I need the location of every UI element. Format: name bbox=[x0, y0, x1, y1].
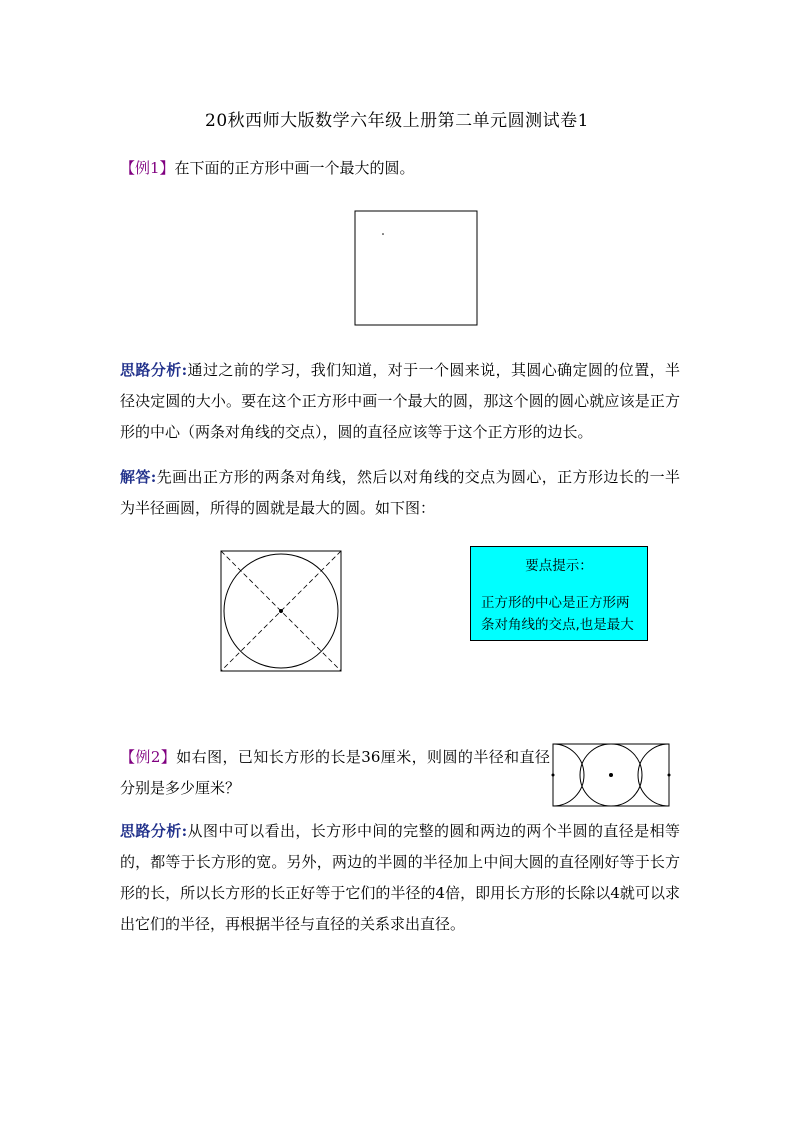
key-tip-box bbox=[470, 546, 648, 641]
tip-title: 要点提示： bbox=[525, 558, 593, 574]
right-semicircle bbox=[638, 744, 669, 806]
example-2 bbox=[120, 742, 550, 804]
answer-1 bbox=[120, 462, 680, 524]
empty-square-diagram bbox=[354, 210, 480, 328]
analysis-1-label: 思路分析: bbox=[120, 361, 188, 379]
analysis-2 bbox=[120, 816, 680, 940]
analysis-1-text: 通过之前的学习，我们知道，对于一个圆来说，其圆心确定圆的位置，半径决定圆的大小。要在这个正方形中画一个最大的圆，那这个圆的圆心就应该是正方形的中心（两条对角线的交点），圆的直径应该等于这个正方形的边长。 bbox=[120, 361, 680, 441]
tip-body: 正方形的中心是正方形两条对角线的交点,也是最大 bbox=[481, 595, 634, 633]
example-1-tag: 【例1】 bbox=[120, 159, 175, 177]
left-semicircle bbox=[553, 744, 584, 806]
analysis-2-label: 思路分析: bbox=[120, 822, 188, 840]
rectangle-circles-diagram bbox=[548, 740, 674, 812]
left-edge-point bbox=[552, 774, 555, 777]
example-1 bbox=[120, 153, 680, 184]
answer-1-label: 解答: bbox=[120, 468, 157, 486]
answer-1-text: 先画出正方形的两条对角线，然后以对角线的交点为圆心，正方形边长的一半为半径画圆，所得的圆就是最大的圆。如下图： bbox=[120, 468, 680, 517]
analysis-1 bbox=[120, 355, 680, 448]
right-edge-point bbox=[668, 774, 671, 777]
center-point bbox=[279, 609, 283, 613]
square-dot bbox=[382, 233, 384, 235]
example-2-tag: 【例2】 bbox=[120, 748, 177, 766]
example-2-text: 如右图，已知长方形的长是36厘米，则圆的半径和直径分别是多少厘米？ bbox=[120, 748, 551, 797]
analysis-2-text: 从图中可以看出，长方形中间的完整的圆和两边的两个半圆的直径是相等的，都等于长方形的宽。另外，两边的半圆的半径加上中间大圆的直径刚好等于长方形的长，所以长方形的长正好等于它们的半径的4倍，即用长方形的长除以4就可以求出它们的半径，再根据半径与直径的关系求出直径。 bbox=[120, 822, 680, 933]
circle-in-square-diagram bbox=[218, 548, 344, 674]
middle-center-point bbox=[609, 773, 613, 777]
page-title: 20秋西师大版数学六年级上册第二单元圆测试卷1 bbox=[205, 111, 589, 131]
example-1-text: 在下面的正方形中画一个最大的圆。 bbox=[174, 159, 415, 177]
square-outline bbox=[355, 211, 477, 325]
